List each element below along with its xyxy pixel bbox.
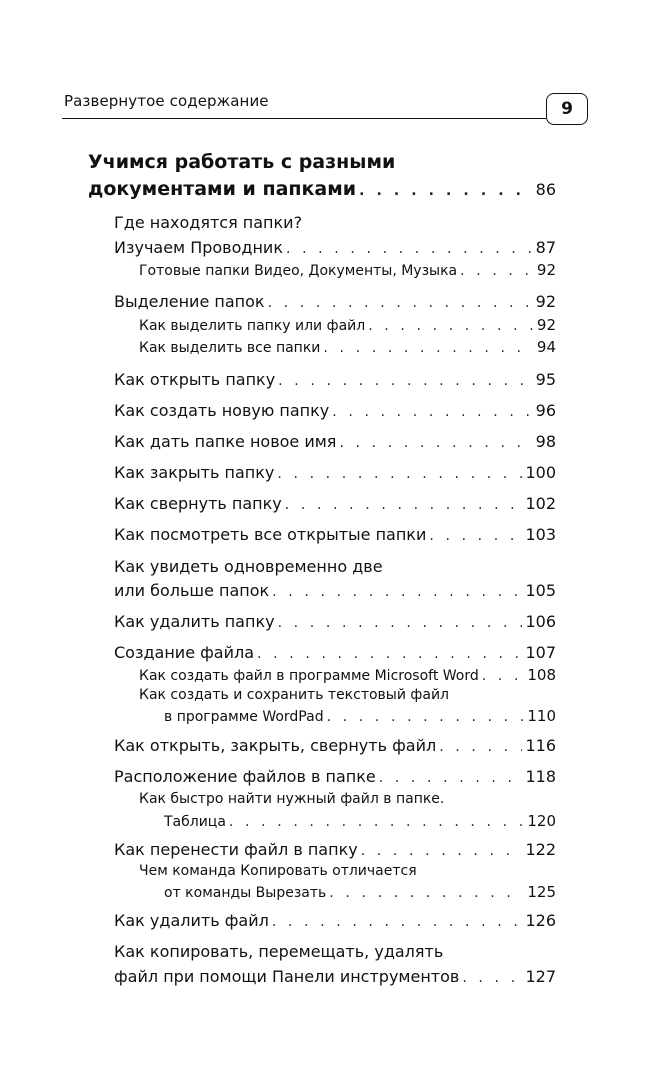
leader-dots xyxy=(482,668,525,684)
leader-dots xyxy=(332,404,532,420)
chapter-title-line1: Учимся работать с разными xyxy=(88,151,396,173)
toc-entry xyxy=(114,525,556,544)
page-number: 9 xyxy=(546,93,588,125)
toc-entry-label: Как свернуть папку xyxy=(114,494,282,513)
toc-entry-page: 125 xyxy=(527,883,556,901)
toc-entry-label: Как открыть, закрыть, свернуть файл xyxy=(114,736,437,755)
leader-dots xyxy=(277,466,522,482)
toc-entry xyxy=(114,432,556,451)
toc-entry xyxy=(114,767,556,786)
leader-dots xyxy=(278,373,532,389)
leader-dots xyxy=(361,843,523,859)
toc-entry-page: 110 xyxy=(527,707,556,725)
toc-entry-label: Готовые папки Видео, Документы, Музыка xyxy=(139,263,458,279)
toc-entry-label: Как дать папке новое имя xyxy=(114,432,337,451)
toc-subentry: Как создать и сохранить текстовый файл xyxy=(139,687,450,703)
toc-entry xyxy=(114,370,556,389)
toc-entry-label: Как выделить папку или файл xyxy=(139,318,366,334)
toc-subentry xyxy=(164,707,556,725)
toc-entry-label: Как перенести файл в папку xyxy=(114,840,358,859)
chapter-title-text: документами и папками xyxy=(88,178,357,200)
leader-dots xyxy=(257,646,522,662)
toc-entry-label: от команды Вырезать xyxy=(164,885,327,901)
toc-subentry xyxy=(139,316,556,334)
leader-dots xyxy=(368,318,534,334)
toc-entry-label: Как создать файл в программе Microsoft Word xyxy=(139,668,479,684)
toc-entry-page: 95 xyxy=(535,370,556,389)
toc-entry-page: 100 xyxy=(525,463,556,482)
toc-entry-label: Создание файла xyxy=(114,643,255,662)
toc-entry-page: 116 xyxy=(525,736,556,755)
toc-entry-page: 122 xyxy=(525,840,556,859)
toc-subentry xyxy=(139,338,556,356)
toc-entry-label: Как создать новую папку xyxy=(114,401,330,420)
toc-entry-label: Как удалить файл xyxy=(114,911,269,930)
toc-entry-page: 127 xyxy=(525,967,556,986)
leader-dots xyxy=(460,263,534,279)
toc-entry-page: 92 xyxy=(535,292,556,311)
toc-entry-label: Как открыть папку xyxy=(114,370,276,389)
toc-subentry: Чем команда Копировать отличается xyxy=(139,863,417,879)
toc-entry xyxy=(114,401,556,420)
toc-entry-page: 126 xyxy=(525,911,556,930)
toc-entry-page: 96 xyxy=(535,401,556,420)
toc-entry-page: 94 xyxy=(536,338,556,356)
leader-dots xyxy=(439,739,522,755)
toc-entry-label: Как закрыть папку xyxy=(114,463,275,482)
toc-subentry xyxy=(164,883,556,901)
toc-subentry xyxy=(164,812,556,830)
toc-subentry xyxy=(139,666,556,684)
toc-entry-page: 106 xyxy=(525,612,556,631)
running-header: Развернутое содержание xyxy=(64,92,269,110)
toc-entry-label: Изучаем Проводник xyxy=(114,238,283,257)
toc-entry-page: 92 xyxy=(536,316,556,334)
toc-entry-label: или больше папок xyxy=(114,581,270,600)
chapter-title-line2 xyxy=(88,178,556,200)
leader-dots xyxy=(339,435,532,451)
leader-dots xyxy=(285,497,523,513)
toc-entry-label: файл при помощи Панели инструментов xyxy=(114,967,460,986)
leader-dots xyxy=(462,970,522,986)
leader-dots xyxy=(329,885,524,901)
toc-entry: Где находятся папки? xyxy=(114,213,303,232)
chapter-page: 86 xyxy=(535,180,556,199)
leader-dots xyxy=(278,615,523,631)
toc-entry-page: 92 xyxy=(536,261,556,279)
toc-entry xyxy=(114,581,556,600)
toc-entry-label: Как выделить все папки xyxy=(139,340,321,356)
toc-entry-page: 103 xyxy=(525,525,556,544)
toc-entry-page: 98 xyxy=(535,432,556,451)
toc-entry xyxy=(114,463,556,482)
toc-entry xyxy=(114,967,556,986)
leader-dots xyxy=(327,709,525,725)
toc-entry xyxy=(114,612,556,631)
toc-entry xyxy=(114,494,556,513)
toc-entry xyxy=(114,292,556,311)
toc-entry xyxy=(114,911,556,930)
toc-entry-label: Как посмотреть все открытые папки xyxy=(114,525,427,544)
leader-dots xyxy=(272,914,523,930)
leader-dots xyxy=(272,584,522,600)
leader-dots xyxy=(286,241,533,257)
toc-entry-page: 87 xyxy=(535,238,556,257)
toc-entry-page: 105 xyxy=(525,581,556,600)
toc-entry-label: Как удалить папку xyxy=(114,612,275,631)
toc-entry: Как увидеть одновременно две xyxy=(114,557,383,576)
toc-subentry: Как быстро найти нужный файл в папке. xyxy=(139,791,445,807)
toc-entry-label: Расположение файлов в папке xyxy=(114,767,376,786)
toc-entry-page: 120 xyxy=(527,812,556,830)
toc-entry xyxy=(114,238,556,257)
toc-entry-page: 107 xyxy=(525,643,556,662)
toc-subentry xyxy=(139,261,556,279)
toc-entry-page: 118 xyxy=(525,767,556,786)
toc-entry-page: 108 xyxy=(527,666,556,684)
toc-entry xyxy=(114,643,556,662)
toc-entry-label: Выделение папок xyxy=(114,292,265,311)
leader-dots xyxy=(323,340,534,356)
leader-dots xyxy=(429,528,522,544)
leader-dots xyxy=(379,770,523,786)
toc-entry: Как копировать, перемещать, удалять xyxy=(114,942,444,961)
leader-dots xyxy=(359,183,533,199)
toc-entry xyxy=(114,840,556,859)
toc-entry-page: 102 xyxy=(525,494,556,513)
header-rule xyxy=(62,118,546,119)
leader-dots xyxy=(229,814,524,830)
toc-entry-label: в программе WordPad xyxy=(164,709,324,725)
leader-dots xyxy=(268,295,533,311)
toc-entry-label: Таблица xyxy=(164,814,226,830)
toc-entry xyxy=(114,736,556,755)
